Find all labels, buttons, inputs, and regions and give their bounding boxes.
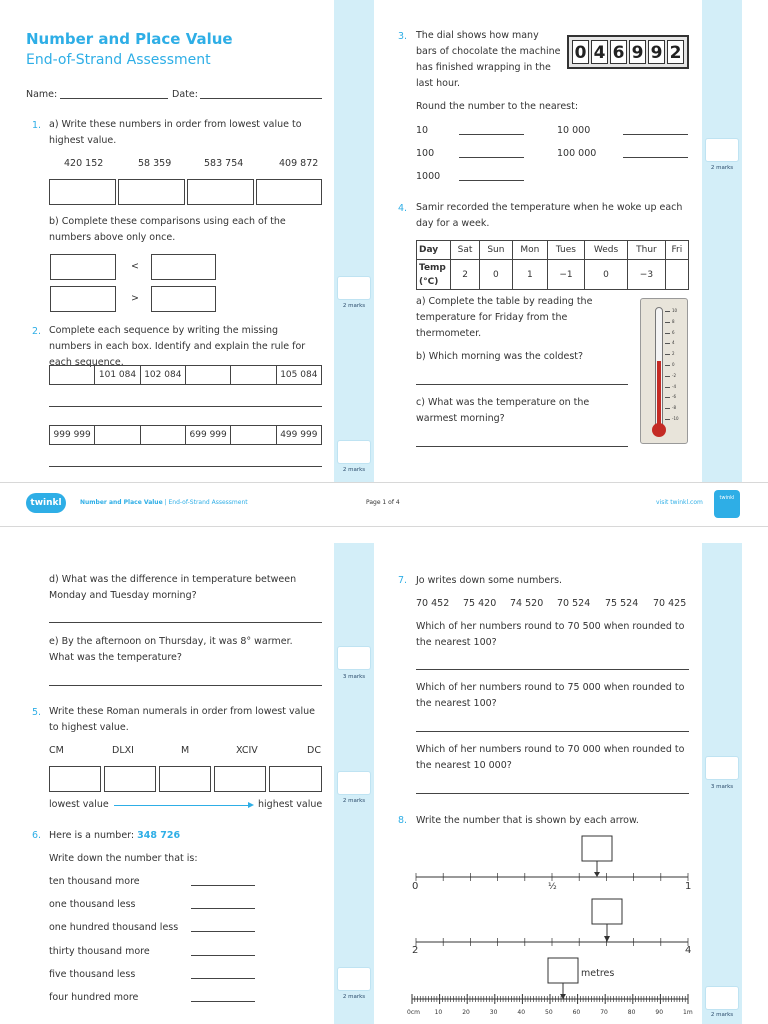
answer-line[interactable] (191, 885, 255, 886)
answer-line[interactable] (49, 406, 322, 407)
ruler-label: 30 (489, 1009, 498, 1016)
number-line-label: 1 (685, 881, 692, 892)
answer-line[interactable] (49, 685, 322, 686)
thermometer-label: -6 (672, 394, 676, 400)
number-item: 420 152 (64, 158, 104, 169)
dial-digit: 2 (667, 40, 684, 64)
site-link[interactable]: visit twinkl.com (656, 499, 703, 506)
round-label: 1000 (416, 171, 441, 182)
q6-item-label: thirty thousand more (49, 945, 150, 957)
answer-line[interactable] (416, 669, 689, 670)
number-item: 75 524 (605, 598, 639, 609)
thermometer-label: -8 (672, 405, 676, 411)
question-text: Which of her numbers round to 70 000 when rounded to the nearest 10 000? (416, 744, 685, 771)
q6-item-label: ten thousand more (49, 876, 140, 887)
answer-box[interactable] (592, 899, 622, 924)
thermometer-tick (665, 387, 670, 388)
answer-line[interactable] (49, 466, 322, 467)
number-item: 75 420 (463, 598, 497, 609)
answer-box[interactable] (187, 179, 254, 205)
table-header: Sat (451, 241, 480, 260)
number-line-label: ½ (548, 882, 557, 892)
sequence-cell[interactable] (185, 366, 230, 385)
number-item: 70 524 (557, 598, 591, 609)
answer-box[interactable] (104, 766, 156, 792)
thermometer-tick (665, 354, 670, 355)
ruler-label: 50 (545, 1009, 553, 1016)
roman-numeral: DLXI (112, 745, 134, 756)
roman-numeral: DC (307, 745, 321, 756)
ruler-label: 90 (655, 1009, 664, 1016)
ruler-label: 10 (434, 1009, 443, 1016)
sequence-cell: 999 999 (50, 426, 95, 445)
ruler-label: 70 (600, 1009, 608, 1016)
question-text: a) Complete the table by reading the temperature for Friday from the thermometer. (416, 296, 593, 339)
question-text: Samir recorded the temperature when he woke up each day for a week. (416, 202, 683, 229)
twinkl-logo: twinkl (26, 493, 66, 513)
question-number: 8. (398, 815, 408, 826)
ruler-label: 40 (517, 1009, 526, 1016)
question-number: 5. (32, 707, 42, 718)
table-header: Sun (480, 241, 513, 260)
question-text: b) Complete these comparisons using each of the numbers above only once. (49, 216, 286, 243)
question-text (49, 830, 180, 841)
thermometer (640, 298, 688, 444)
question-text: Complete each sequence by writing the missing numbers in each box. Identify and explain the rule for each sequence. (49, 325, 306, 368)
page-divider (0, 526, 768, 527)
roman-numeral: CM (49, 745, 64, 756)
answer-box[interactable] (49, 766, 101, 792)
highlighted-number: 348 726 (137, 830, 181, 841)
sequence-cell: 499 999 (276, 426, 321, 445)
ruler-label: 0cm (407, 1009, 420, 1016)
table-cell: 1 (512, 260, 547, 290)
answer-line[interactable] (191, 931, 255, 932)
answer-box[interactable] (548, 958, 578, 983)
marks-box[interactable] (337, 967, 371, 991)
answer-line[interactable] (416, 384, 628, 385)
number-item: 74 520 (510, 598, 544, 609)
answer-line[interactable] (459, 157, 524, 158)
answer-box[interactable] (159, 766, 211, 792)
thermometer-tick (665, 322, 670, 323)
marks-label: 3 marks (342, 674, 366, 680)
thermometer-label: -10 (672, 416, 679, 421)
marks-box[interactable] (705, 986, 739, 1010)
thermometer-tick (665, 333, 670, 334)
sequence-cell[interactable] (140, 426, 185, 445)
sequence-cell: 699 999 (185, 426, 230, 445)
question-number: 3. (398, 31, 408, 42)
round-label: 100 000 (557, 148, 597, 159)
table-header: Weds (584, 241, 627, 260)
marks-strip-right (702, 0, 742, 482)
question-text: e) By the afternoon on Thursday, it was 8° warmer. What was the temperature? (49, 636, 293, 663)
dial-digit: 9 (629, 40, 646, 64)
sequence-cell[interactable] (50, 366, 95, 385)
number-item: 58 359 (138, 158, 172, 169)
marks-strip-left (334, 0, 374, 482)
thermometer-tick (665, 419, 670, 420)
sequence-cell[interactable] (231, 426, 276, 445)
unit-label: metres (581, 968, 615, 979)
sequence-1 (49, 365, 322, 385)
question-text: b) Which morning was the coldest? (416, 351, 584, 362)
marks-label: 2 marks (710, 165, 734, 171)
round-label: 100 (416, 148, 435, 159)
answer-box[interactable] (269, 766, 322, 792)
page-divider (0, 482, 768, 483)
answer-line[interactable] (191, 955, 255, 956)
question-text: The dial shows how many bars of chocolate the machine has finished wrapping in the last hour. (416, 30, 561, 89)
answer-line[interactable] (459, 180, 524, 181)
answer-box[interactable] (49, 179, 116, 205)
lowest-label: lowest value (49, 799, 109, 810)
marks-box[interactable] (337, 771, 371, 795)
marks-box[interactable] (705, 756, 739, 780)
thermometer-bulb (652, 423, 666, 437)
thermometer-tick (665, 397, 670, 398)
less-than-symbol: < (131, 261, 139, 272)
number-item: 70 452 (416, 598, 450, 609)
question-text: Which of her numbers round to 75 000 when rounded to the nearest 100? (416, 682, 685, 709)
marks-box[interactable] (337, 440, 371, 464)
sequence-cell: 101 084 (95, 366, 140, 385)
round-label: 10 000 (557, 125, 591, 136)
answer-box[interactable] (256, 179, 322, 205)
sequence-cell[interactable] (231, 366, 276, 385)
thermometer-tick (665, 311, 670, 312)
question-text-main: Here is a number: (49, 830, 135, 841)
table-cell: 2 (451, 260, 480, 290)
page-subtitle: End-of-Strand Assessment (26, 52, 211, 68)
question-text: Jo writes down some numbers. (416, 575, 563, 586)
footer-title-sub: End-of-Strand Assessment (168, 499, 248, 506)
question-number: 6. (32, 830, 42, 841)
counter-dial (567, 35, 689, 69)
roman-numeral: XCIV (236, 745, 258, 756)
sequence-cell: 102 084 (140, 366, 185, 385)
footer-title-main: Number and Place Value (80, 499, 163, 506)
marks-label: 2 marks (342, 994, 366, 1000)
question-text: Write the number that is shown by each arrow. (416, 815, 639, 826)
question-number: 2. (32, 326, 42, 337)
arrow-head-icon (248, 802, 254, 808)
table-header: Tues (548, 241, 585, 260)
greater-than-symbol: > (131, 293, 139, 304)
name-field[interactable] (60, 98, 168, 99)
ruler-label: 60 (572, 1009, 581, 1016)
thermometer-tick (665, 365, 670, 366)
table-cell-friday[interactable] (665, 260, 688, 290)
dial-digit: 0 (572, 40, 589, 64)
thermometer-tick (665, 408, 670, 409)
footer-title (80, 499, 248, 506)
answer-line[interactable] (416, 731, 689, 732)
dial-digit: 4 (591, 40, 608, 64)
marks-box[interactable] (337, 646, 371, 670)
answer-box[interactable] (50, 254, 116, 280)
table-row-label: Temp (°C) (417, 260, 451, 290)
dial-digit: 9 (648, 40, 665, 64)
thermometer-label: 2 (672, 351, 675, 357)
table-header: Mon (512, 241, 547, 260)
thermometer-label: 10 (672, 308, 678, 313)
marks-box[interactable] (337, 276, 371, 300)
number-line-label: 0 (412, 881, 419, 892)
question-number: 1. (32, 120, 42, 131)
sequence-cell: 105 084 (276, 366, 321, 385)
page-title: Number and Place Value (26, 30, 233, 48)
answer-line[interactable] (459, 134, 524, 135)
ruler-label: 20 (462, 1009, 470, 1016)
date-field[interactable] (200, 98, 322, 99)
question-text: a) Write these numbers in order from lowest value to highest value. (49, 119, 302, 146)
question-text: c) What was the temperature on the warmest morning? (416, 397, 590, 424)
name-label: Name: (26, 89, 58, 100)
answer-box[interactable] (214, 766, 266, 792)
roman-numeral: M (181, 745, 190, 756)
thermometer-label: 8 (672, 318, 675, 324)
answer-box[interactable] (118, 179, 185, 205)
table-header: Day (417, 241, 451, 260)
marks-label: 2 marks (342, 303, 366, 309)
answer-line[interactable] (623, 134, 688, 135)
date-label: Date: (172, 89, 198, 100)
answer-box[interactable] (50, 286, 116, 312)
dial-digit: 6 (610, 40, 627, 64)
q6-item-label: four hundred more (49, 992, 139, 1003)
question-number: 4. (398, 203, 408, 214)
question-text: Which of her numbers round to 70 500 when rounded to the nearest 100? (416, 621, 685, 648)
answer-line[interactable] (623, 157, 688, 158)
thermometer-tick (665, 376, 670, 377)
marks-label: 3 marks (710, 784, 734, 790)
ruler-label: 80 (627, 1009, 636, 1016)
answer-line[interactable] (416, 793, 689, 794)
marks-label: 2 marks (342, 467, 366, 473)
answer-line[interactable] (49, 622, 322, 623)
thermometer-label: -4 (672, 383, 676, 389)
highest-label: highest value (258, 799, 323, 810)
table-cell: 0 (584, 260, 627, 290)
quality-badge: twinkl (714, 490, 740, 518)
ruler-label: 1m (683, 1009, 693, 1016)
number-item: 70 425 (653, 598, 687, 609)
number-item: 583 754 (204, 158, 244, 169)
answer-box[interactable] (151, 254, 216, 280)
answer-box[interactable] (151, 286, 216, 312)
table-header: Fri (665, 241, 688, 260)
thermometer-label: 0 (672, 362, 675, 367)
answer-line[interactable] (191, 978, 255, 979)
sequence-2 (49, 425, 322, 445)
number-lines (400, 830, 700, 1024)
marks-box[interactable] (705, 138, 739, 162)
q6-item-label: one thousand less (49, 899, 136, 911)
question-number: 7. (398, 575, 408, 586)
temperature-table (416, 240, 689, 290)
table-cell: −3 (628, 260, 666, 290)
q6-item-label: one hundred thousand less (49, 922, 179, 934)
page-number: Page 1 of 4 (366, 499, 400, 506)
number-line-label: 2 (412, 945, 419, 956)
marks-label: 2 marks (342, 798, 366, 804)
marks-label: 2 marks (710, 1012, 734, 1018)
table-header: Thur (628, 241, 666, 260)
answer-box[interactable] (582, 836, 612, 861)
number-item: 409 872 (279, 158, 319, 169)
sequence-cell[interactable] (95, 426, 140, 445)
answer-line[interactable] (191, 1001, 255, 1002)
table-cell: −1 (548, 260, 585, 290)
prompt: Write down the number that is: (49, 853, 198, 864)
table-cell: 0 (480, 260, 513, 290)
order-arrow (114, 805, 252, 806)
footer-separator: | (162, 499, 169, 506)
round-label: 10 (416, 125, 429, 136)
number-line-label: 4 (685, 945, 692, 956)
answer-line[interactable] (191, 908, 255, 909)
thermometer-label: 4 (672, 340, 675, 346)
answer-line[interactable] (416, 446, 628, 447)
question-text: d) What was the difference in temperature between Monday and Tuesday morning? (49, 574, 297, 601)
round-prompt: Round the number to the nearest: (416, 101, 579, 112)
thermometer-label: -2 (672, 372, 676, 378)
thermometer-tick (665, 343, 670, 344)
thermometer-label: 6 (672, 329, 675, 335)
thermometer-mercury (657, 361, 661, 429)
question-text: Write these Roman numerals in order from lowest value to highest value. (49, 706, 315, 733)
q6-item-label: five thousand less (49, 968, 136, 980)
